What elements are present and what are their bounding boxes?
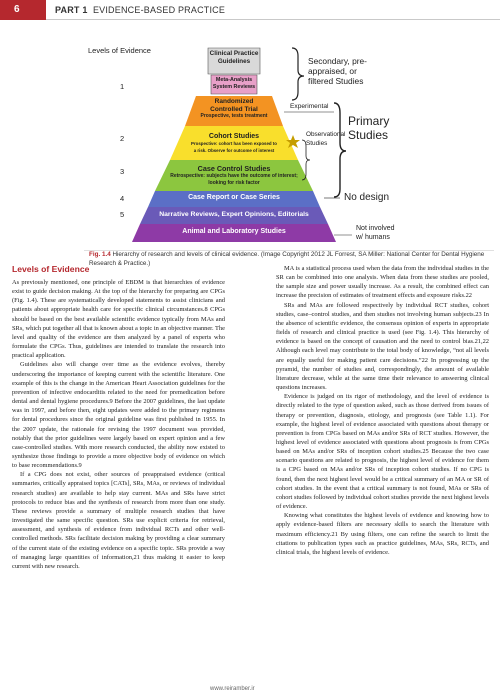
level-number-5: 5	[120, 210, 125, 219]
meta-label	[211, 77, 257, 91]
primary-studies-label	[348, 114, 389, 142]
level-number-4: 4	[120, 194, 125, 203]
caption-label: Fig. 1.4	[89, 251, 111, 258]
cohort-sub: Prospective: cohort has been exposed to	[191, 141, 277, 146]
not-involved-line-2: w/ humans	[356, 234, 390, 241]
paragraph: SRs and MAs are followed respectively by individual RCT studies, cohort studies, case–control studies, and then studies not involving human subjects.23 In the absence of scientific evidence, the consensus opinion of experts in appropriate fields of research and clinical practice is used (see Fig. 1.4). This hierarchy of evidence is based on the concept of causation and the need to control bias.21,22 Although each level may contribute to the total body of knowledge, “not all levels are equally useful for making patient care decisions.”22 In progressing up the pyramid, the number of studies and, correspondingly, the amount of available literature decrease, while at the same time their relevance to answering clinical questions increases.	[276, 301, 489, 392]
case-control-label	[164, 164, 304, 187]
cpg-title: Clinical Practice	[209, 50, 259, 57]
evidence-pyramid-figure	[84, 28, 494, 248]
secondary-line-3: filtered Studies	[308, 76, 364, 86]
meta-title: Meta-Analysis	[215, 77, 253, 83]
part-label	[55, 5, 225, 15]
no-design-label: No design	[344, 192, 390, 203]
paragraph: As previously mentioned, one principle of EBDM is that hierarchies of evidence exist to guide decision making. At the top of the hierarchy for preparing are CPGs (Fig. 1.4). These are systematically developed statements to assist clinicians and patients about appropriate health care for specific clinical circumstances.8 CPGs should be based on the best available scientific evidence typically from MAs and SRs, which put together all that is known about a topic in an objective manner. The level and quality of the evidence are then analyzed by a panel of experts who formulate the CPGs. Thus, guidelines are intended to translate the research into practical application.	[12, 279, 225, 360]
cohort-sub2: a risk. Observe for outcome of interest	[193, 147, 275, 153]
part-number: PART 1	[55, 5, 88, 15]
level-number-2: 2	[120, 134, 125, 143]
rct-title2: Controlled Trial	[210, 105, 258, 113]
observational-label	[306, 130, 345, 148]
narrative-label: Narrative Reviews, Expert Opinions, Editorials	[159, 211, 309, 218]
paragraph: MA is a statistical process used when the data from the individual studies in the SR can be combined into one analysis. When data from these studies are pooled, the sample size and power usually increase. As a result, the combined effect can increase the precision of estimates of treatment effects and exposure risks.22	[276, 265, 489, 300]
secondary-studies-label	[308, 56, 367, 86]
cohort-label	[184, 132, 284, 154]
paragraph: Knowing what constitutes the highest levels of evidence and knowing how to apply evidence-based filters are necessary skills to search the literature with maximum efficiency.21 By using filters, one can refine the search to limit the citations to publication types such as practice guidelines, MAs, SRs, RCTs, and clinical trials, the highest levels of evidence.	[276, 512, 489, 556]
rct-title: Randomized	[214, 98, 254, 105]
right-column	[276, 264, 489, 557]
cpg-label	[208, 50, 260, 65]
case-report-label: Case Report or Case Series	[188, 194, 280, 201]
footer-url: www.reiramber.ir	[210, 686, 255, 692]
rct-label	[194, 98, 274, 121]
cpg-title2: Guidelines	[217, 57, 251, 65]
brace-secondary	[292, 48, 304, 100]
primary-line-2: Studies	[348, 128, 389, 142]
page-number: 6	[0, 0, 46, 20]
level-number-3: 3	[120, 167, 125, 176]
not-involved-label	[356, 224, 395, 242]
primary-line-1: Primary	[348, 114, 390, 128]
not-involved-line-1: Not involved	[356, 225, 395, 232]
caption-text: Hierarchy of research and levels of clinical evidence. (Image Copyright 2012 JL Forrest, SA Miller: National Center for Dental Hygiene Research & Practice.)	[89, 251, 485, 267]
paragraph: If a CPG does not exist, other sources of preappraised evidence (critical summaries, critically appraised topics [CATs], SRs, MAs, or reviews of individual research studies) are available to help stay current. MAs and SRs have strict protocols to reduce bias and the synthesis of research from more than one study. These reviews provide a summary of multiple research studies that have investigated the same specific question. SRs use explicit criteria for retrieval, assessment, and synthesis of evidence from individual RCTs and other well-controlled methods. SRs facilitate decision making by providing a clear summary of the current state of the existing evidence on a specific topic. SRs provide a way of managing large quantities of information,21 thus making it easier to keep current with new research.	[12, 471, 225, 570]
cohort-title: Cohort Studies	[208, 133, 260, 140]
experimental-label: Experimental	[290, 103, 329, 110]
left-column	[12, 264, 225, 571]
case-control-title: Case Control Studies	[197, 164, 271, 173]
section-heading: Levels of Evidence	[12, 264, 90, 274]
levels-heading: Levels of Evidence	[88, 46, 151, 55]
part-title: EVIDENCE-BASED PRACTICE	[92, 5, 226, 15]
observational-line-1: Observational	[306, 131, 346, 138]
paragraph: Evidence is judged on its rigor of methodology, and the level of evidence is directly related to the type of question asked, such as those derived from issues of therapy or prevention, diagnosis, etiology, and prognosis (see Table 1.1). For example, the highest level of evidence associated with questions about therapy or prevention is from CPGs based on MAs and/or SRs of RCT studies. However, the highest level of evidence associated with questions about prognosis is from CPGs based on MAs and/or SRs of inception cohort studies.25 Because the two case scenario questions are related to prognosis, the highest level of evidence for them is a CPG based on MAs and/or SRs of inception cohort studies. If no CPG is found, then the next highest level would be a critical summary of an MA or SR of cohort studies. In the event that a critical summary is not found, MAs or SRs of cohort studies followed by individual cohort studies provide the next highest levels of evidence.	[276, 393, 489, 511]
secondary-line-2: appraised, or	[308, 66, 357, 76]
animal-label: Animal and Laboratory Studies	[182, 228, 286, 235]
case-control-sub2: looking for risk factor	[208, 180, 260, 186]
level-number-1: 1	[120, 82, 125, 91]
observational-line-2: Studies	[306, 140, 328, 147]
rct-sub: Prospective, tests treatment	[200, 113, 268, 119]
secondary-line-1: Secondary, pre-	[308, 56, 367, 66]
brace-primary	[334, 103, 346, 197]
paragraph: Guidelines also will change over time as the evidence evolves, thereby underscoring the importance of keeping current with the scientific literature. One example of this is the change in the American Heart Association guidelines for the prevention of infective endocarditis related to the need for premedication before dental and dental hygiene procedures.9 Before the 2007 guidelines, the last update was in 1997, and before then, eight updates were added to the primary regimens for dental procedures since the original guideline was first published in 1955. In the 2007 update, the rationale for revising the 1997 document was provided, notably that the prior guidelines were largely based on expert opinion and a few case-controlled studies. With more research conducted, the ability now existed to synthesize those findings to provide a more objective body of evidence on which to base recommendations.9	[12, 361, 225, 470]
case-control-sub: Retrospective: subjects have the outcome of interest;	[170, 173, 298, 179]
running-header	[0, 0, 500, 20]
header-divider	[46, 19, 500, 20]
meta-title2: System Reviews	[212, 83, 256, 90]
